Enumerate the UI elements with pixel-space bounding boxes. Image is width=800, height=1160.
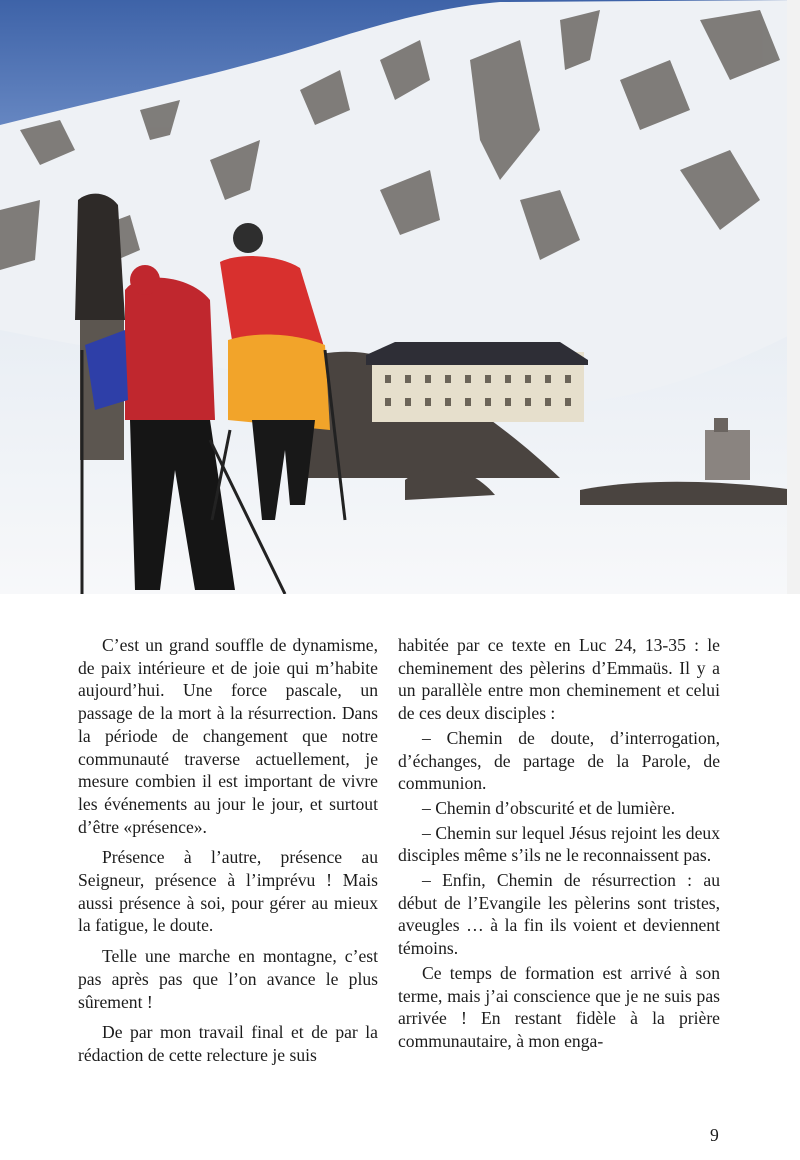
- list-item: – Chemin sur lequel Jésus rejoint les deux disciples même s’ils ne le reconnaissent pas.: [398, 822, 720, 866]
- list-item: – Chemin d’obscurité et de lumière.: [422, 797, 676, 818]
- paragraph: C’est un grand souffle de dynamisme, de paix intérieure et de joie qui m’habite aujourd’hui. Une force pascale, un passage de la mort à la résurrection. Dans la période de changement que notre communauté traverse actuellement, je mesure combien il est important de vivre les événements au jour le jour, et surtout d’être «présence».: [78, 635, 378, 837]
- right-text-column: [398, 634, 720, 1053]
- list-item: – Chemin de doute, d’interrogation, d’échanges, de partage de la Parole, de communion.: [398, 727, 720, 794]
- left-text-column: [78, 634, 378, 1067]
- paragraph: Ce temps de formation est arrivé à son terme, mais j’ai conscience que je ne suis pas arrivée ! En restant fidèle à la prière communautaire, à mon enga-: [398, 962, 720, 1051]
- paragraph: Telle une marche en montagne, c’est pas après pas que l’on avance le plus sûrement !: [78, 946, 378, 1012]
- paragraph: Présence à l’autre, présence au Seigneur, présence à l’imprévu ! Mais aussi présence à soi, pour gérer au mieux la fatigue, le doute.: [78, 847, 378, 936]
- paragraph: habitée par ce texte en Luc 24, 13-35 : le cheminement des pèlerins d’Emmaüs. Il y a un parallèle entre mon cheminement et celui de ces deux disciples :: [398, 635, 720, 724]
- page-number: 9: [710, 1125, 719, 1145]
- list-item: – Enfin, Chemin de résurrection : au début de l’Evangile les pèlerins sont tristes, aveugles … à la fin ils voient et deviennent témoins.: [398, 870, 720, 959]
- paragraph: De par mon travail final et de par la rédaction de cette relecture je suis: [78, 1022, 378, 1065]
